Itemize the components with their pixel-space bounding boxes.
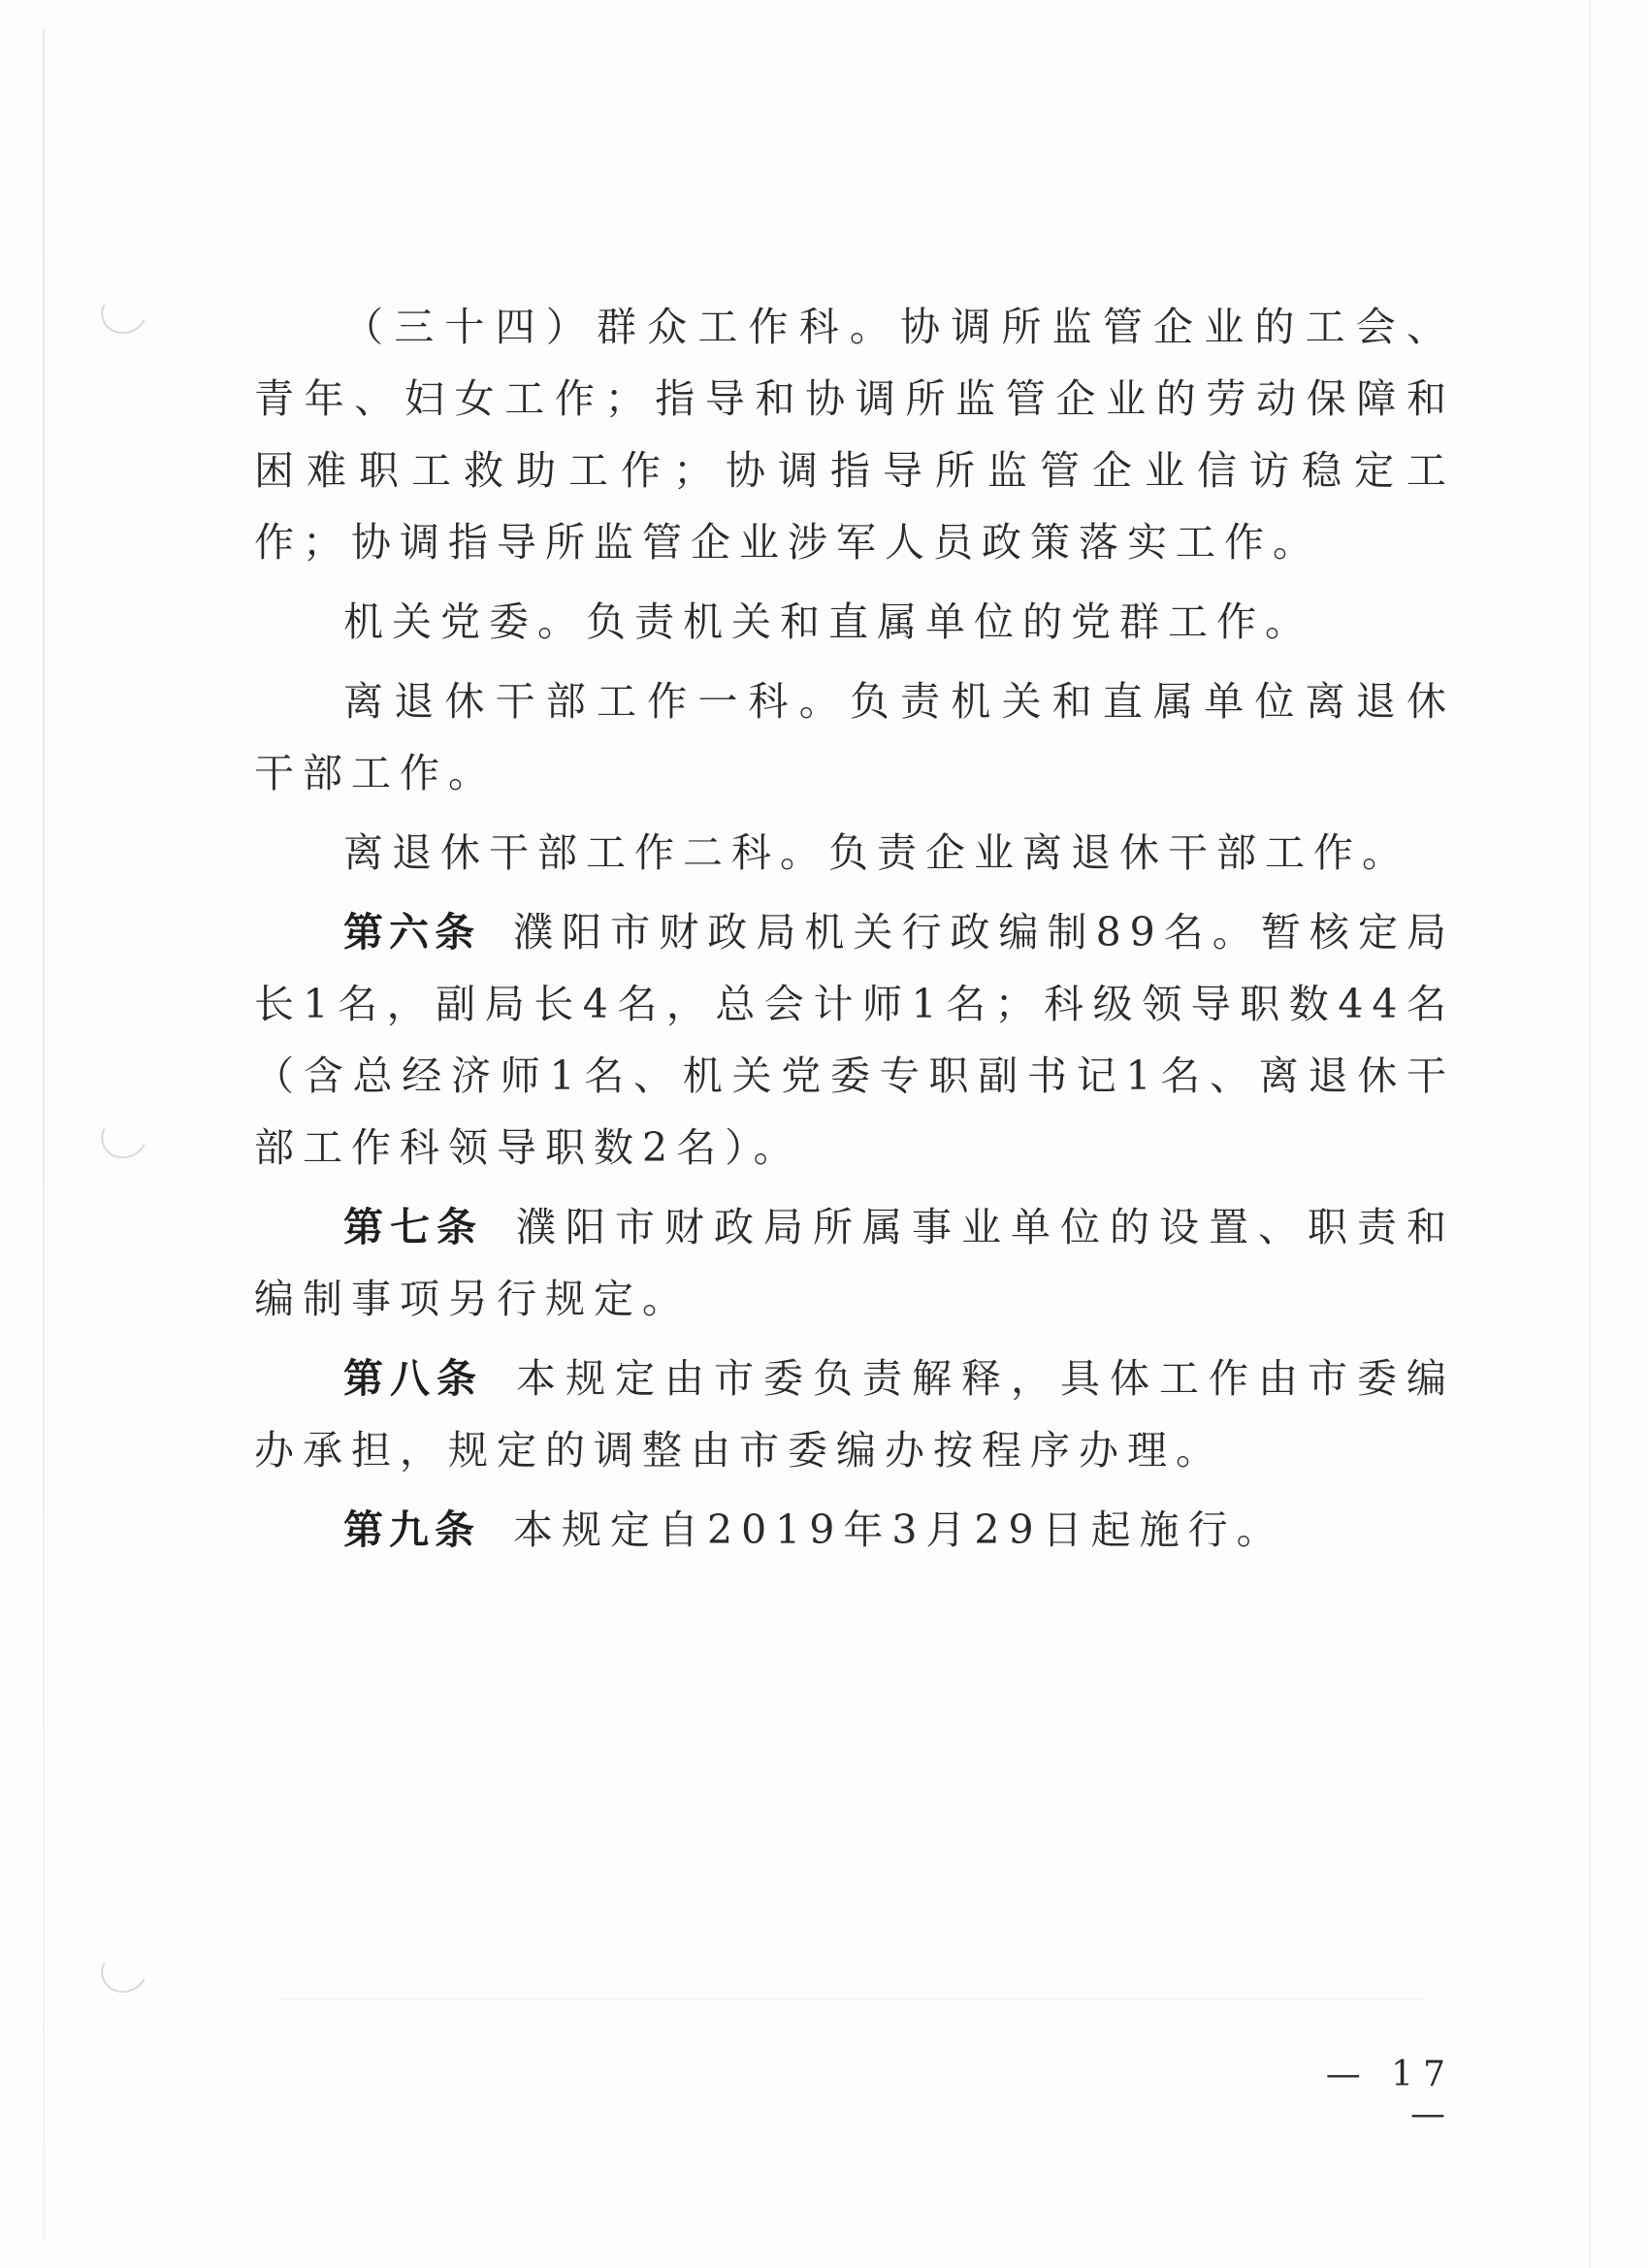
- article-text: 濮阳市财政局所属事业单位的设置、职责和编制事项另行规定。: [254, 1204, 1455, 1322]
- article-eight: [254, 1343, 1455, 1486]
- paragraph-text: （三十四）群众工作科。协调所监管企业的工会、青年、妇女工作；指导和协调所监管企业的劳动保障和困难职工救助工作；协调指导所监管企业信访稳定工作；协调指导所监管企业涉军人员政策落实工作。: [254, 304, 1455, 566]
- paragraph-retired-cadres-one: [254, 665, 1455, 809]
- article-seven: [254, 1191, 1455, 1335]
- article-text: 本规定由市委负责解释，具体工作由市委编办承担，规定的调整由市委编办按程序办理。: [254, 1355, 1455, 1474]
- paragraph-group-work-section: [254, 291, 1455, 578]
- paragraph-text: 离退休干部工作一科。负责机关和直属单位离退休干部工作。: [254, 678, 1455, 796]
- paragraph-text: 机关党委。负责机关和直属单位的党群工作。: [343, 599, 1313, 645]
- article-label: 第八条: [343, 1355, 483, 1402]
- article-label: 第九条: [343, 1507, 480, 1553]
- article-six: [254, 896, 1455, 1183]
- page-number: — 17 —: [1325, 2055, 1455, 2134]
- article-label: 第六条: [343, 909, 481, 956]
- paragraph-party-committee: [254, 586, 1455, 658]
- scan-edge: [43, 29, 45, 2241]
- article-label: 第七条: [343, 1204, 483, 1250]
- article-text: 濮阳市财政局机关行政编制89名。暂核定局长1名，副局长4名，总会计师1名；科级领导职数44名（含总经济师1名、机关党委专职副书记1名、离退休干部工作科领导职数2名）。: [254, 909, 1456, 1171]
- binding-hole-mark: [95, 1943, 153, 1999]
- scan-edge: [1589, 0, 1591, 2268]
- footer-divider: [281, 1998, 1426, 1999]
- document-body: [254, 291, 1455, 1566]
- binding-hole-mark: [95, 284, 153, 340]
- binding-hole-mark: [95, 1109, 153, 1165]
- article-text: 本规定自2019年3月29日起施行。: [513, 1507, 1285, 1553]
- article-nine: [254, 1494, 1455, 1566]
- paragraph-retired-cadres-two: [254, 817, 1455, 889]
- paragraph-text: 离退休干部工作二科。负责企业离退休干部工作。: [343, 829, 1410, 876]
